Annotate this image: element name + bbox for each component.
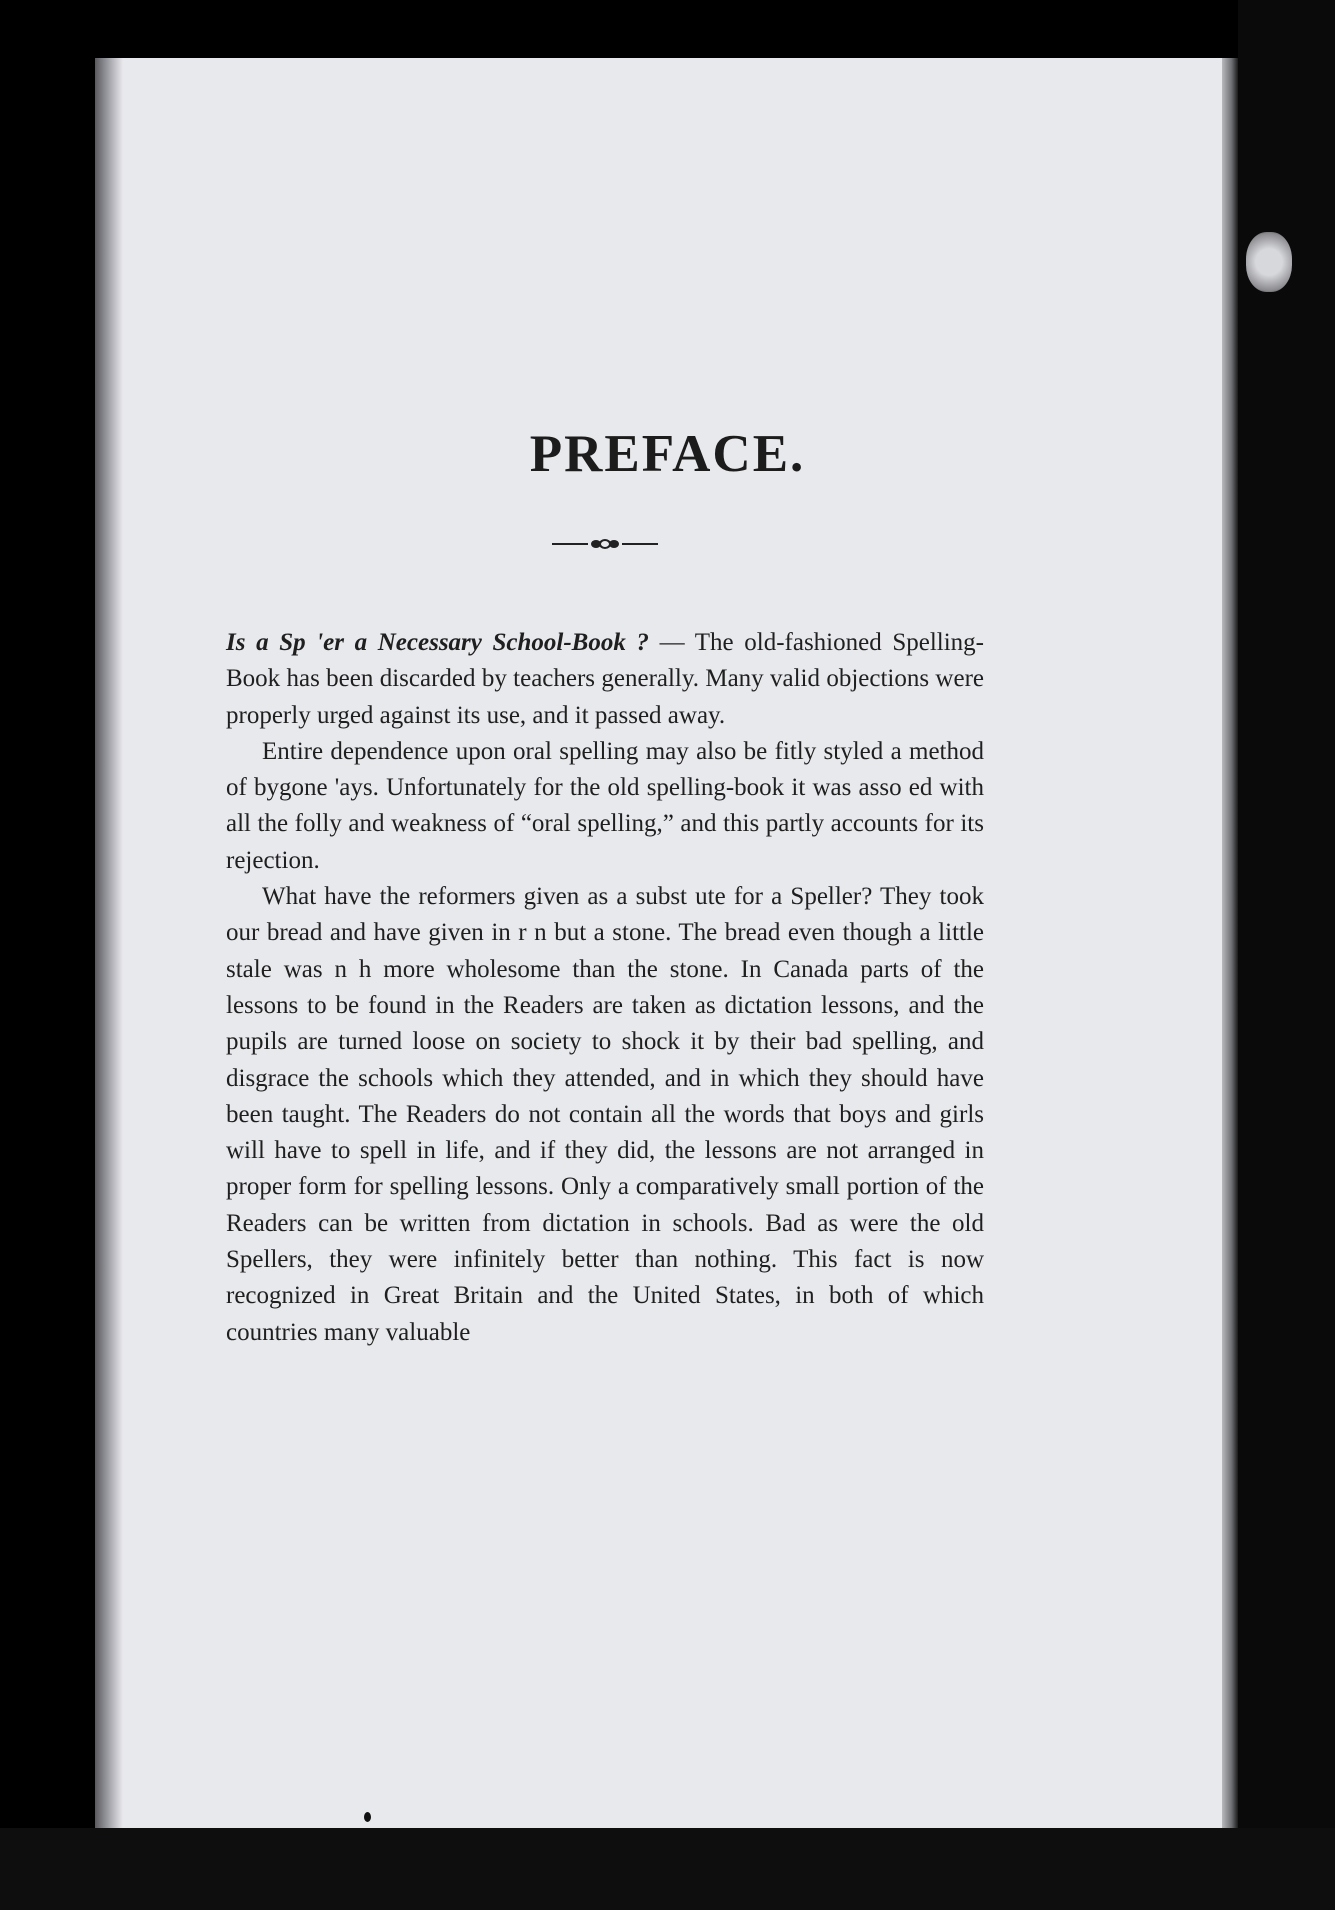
scanner-bottom (0, 1828, 1335, 1910)
ink-speck (364, 1812, 371, 1822)
paragraph (226, 734, 984, 879)
page-edge (1222, 58, 1238, 1828)
paragraph (226, 625, 984, 734)
paragraph-text: — The old-fashioned Spelling-Book has been discarded by teachers generally. Many valid objections were properly urged against its use, and it passed away. (226, 629, 984, 729)
title-ornament (550, 536, 660, 552)
paragraph (226, 879, 984, 1351)
paragraph-text: Entire dependence upon oral spelling may also be fitly styled a method of bygone 'ays. Unfortunately for the old spelling-book it was asso ed with all the folly and weakness of “oral spelling,” and this partly accounts for its rejection. (226, 737, 984, 874)
preface-body (226, 625, 984, 1351)
page-title: PREFACE. (529, 425, 806, 483)
binding-shadow (95, 58, 123, 1828)
paragraph-lead: Is a Sp 'er a Necessary School-Book ? (226, 629, 649, 656)
punch-hole-mark (1246, 232, 1292, 292)
scanner-margin (1238, 0, 1335, 1910)
paragraph-text: What have the reformers given as a subst ute for a Speller? They took our bread and have given in r n but a stone. The bread even though a little stale was n h more wholesome than the stone. In Canada parts of the lessons to be found in the Readers are taken as dictation lessons, and the pupils are turned loose on society to shock it by their bad spelling, and disgrace the schools which they attended, and in which they should have been taught. The Readers do not contain all the words that boys and girls will have to spell in life, and if they did, the lessons are not arranged in proper form for spelling lessons. Only a comparatively small portion of the Readers can be written from dictation in schools. Bad as were the old Spellers, they were infinitely better than nothing. This fact is now recognized in Great Britain and the United States, in both of which countries many valuable (226, 883, 984, 1346)
